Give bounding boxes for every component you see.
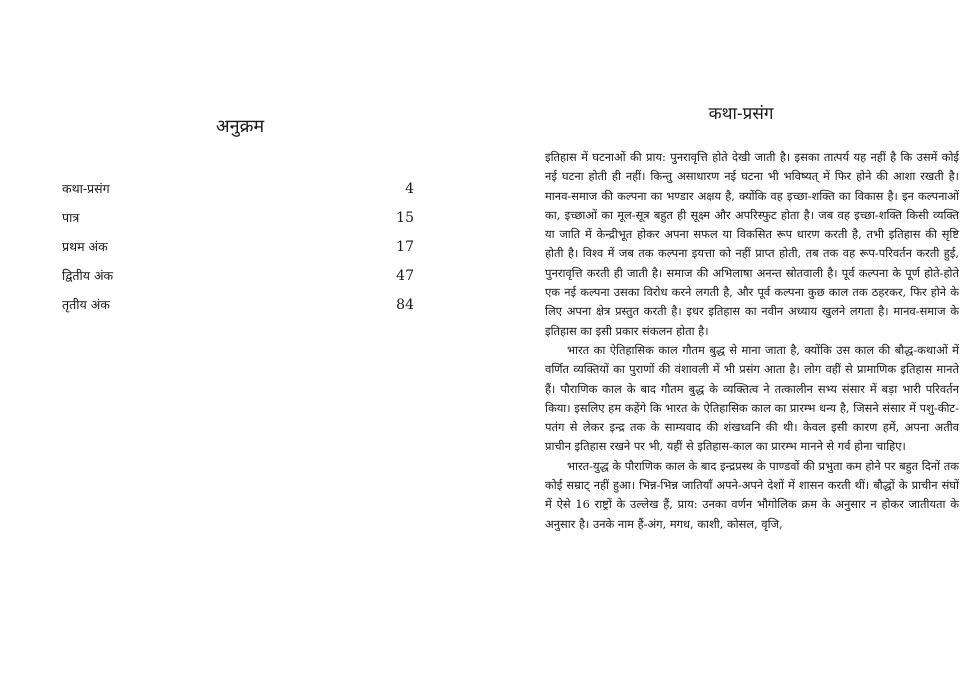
- paragraph: भारत का ऐतिहासिक काल गौतम बुद्ध से माना जाता है, क्योंकि उस काल की बौद्ध-कथाओं में वर्णित व्यक्तियों का पुराणों की वंशावली में भी प्रसंग आता है। लोग वहीं से प्रामाणिक इतिहास मानते हैं। पौराणिक काल के बाद गौतम बुद्ध के व्यक्तित्व ने तत्कालीन सभ्य संसार में बड़ा भारी परिवर्तन किया। इसलिए हम कहेंगे कि भारत के ऐतिहासिक काल का प्रारम्भ धन्य है, जिसने संसार में पशु-कीट-पतंग से लेकर इन्द्र तक के साम्यवाद की शंखध्वनि की थी। केवल इसी कारण हमें, अपना अतीव प्राचीन इतिहास रखने पर भी, यहीं से इतिहास-काल का प्रारम्भ मानने से गर्व होना चाहिए।: [545, 342, 959, 454]
- table-of-contents: [62, 180, 414, 325]
- toc-entry-page: 47: [396, 268, 414, 284]
- toc-entry[interactable]: [62, 296, 414, 325]
- right-page: [481, 0, 962, 700]
- toc-entry[interactable]: [62, 180, 414, 209]
- toc-entry[interactable]: [62, 209, 414, 238]
- paragraph: भारत-युद्ध के पौराणिक काल के बाद इन्द्रप्रस्थ के पाण्डवों की प्रभुता कम होने पर बहुत दिनों तक कोई सम्राट् नहीं हुआ। भिन्न-भिन्न जातियाँ अपने-अपने देशों में शासन करती थीं। बौद्धों के प्राचीन संघों में ऐसे 16 राष्ट्रों के उल्लेख हैं, प्राय: उनका वर्णन भौगोलिक क्रम के अनुसार न होकर जातीयता के अनुसार है। उनके नाम हैं-अंग, मगध, काशी, कोसल, वृजि,: [545, 458, 959, 531]
- paragraph: इतिहास में घटनाओं की प्राय: पुनरावृत्ति होते देखी जाती है। इसका तात्पर्य यह नहीं है कि उसमें कोई नई घटना होती ही नहीं। किन्तु असाधारण नई घटना भी भविष्यत् में फिर होने की आशा रखती है। मानव-समाज की कल्पना का भण्डार अक्षय है, क्योंकि वह इच्छा-शक्ति का विकास है। इन कल्पनाओं का, इच्छाओं का मूल-सूत्र बहुत ही सूक्ष्म और अपरिस्फुट होता है। जब वह इच्छा-शक्ति किसी व्यक्ति या जाति में केन्द्रीभूत होकर अपना सफल या विकसित रूप धारण करती है, तभी इतिहास की सृष्टि होती है। विश्व में जब तक कल्पना इयत्ता को नहीं प्राप्त होती, तब तक वह रूप-परिवर्तन करती हुई, पुनरावृत्ति करती ही जाती है। समाज की अभिलाषा अनन्त स्रोतवाली है। पूर्व कल्पना के पूर्ण होते-होते एक नई कल्पना उसका विरोध करने लगती है, और पूर्व कल्पना कुछ काल तक ठहरकर, फिर होने के लिए अपना क्षेत्र प्रस्तुत करती है। इधर इतिहास का नवीन अध्याय खुलने लगता है। मानव-समाज के इतिहास का इसी प्रकार संकलन होता है।: [545, 150, 959, 338]
- toc-entry-page: 15: [396, 210, 414, 226]
- toc-entry-page: 17: [396, 239, 414, 255]
- toc-entry-label: द्वितीय अंक: [62, 268, 114, 283]
- toc-entry-label: प्रथम अंक: [62, 239, 108, 254]
- toc-entry-label: कथा-प्रसंग: [62, 181, 110, 196]
- toc-entry-label: तृतीय अंक: [62, 297, 110, 312]
- toc-title: अनुक्रम: [215, 116, 265, 137]
- chapter-body: [545, 148, 959, 534]
- toc-entry[interactable]: [62, 267, 414, 296]
- toc-entry[interactable]: [62, 238, 414, 267]
- toc-entry-page: 84: [396, 297, 414, 313]
- toc-entry-label: पात्र: [62, 210, 80, 225]
- toc-entry-page: 4: [405, 181, 414, 197]
- chapter-title: कथा-प्रसंग: [708, 104, 774, 124]
